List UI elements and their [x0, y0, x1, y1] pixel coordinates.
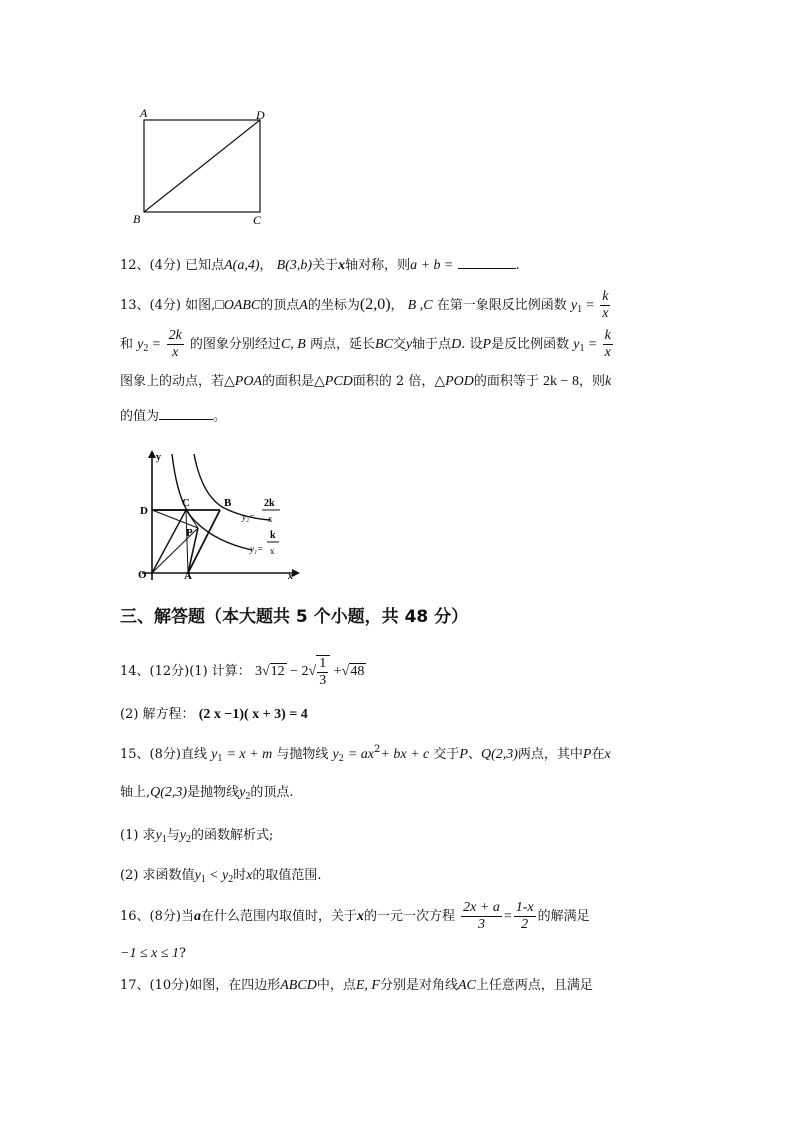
q13-text: 面积的 2 倍， [352, 374, 435, 389]
q13-text: 的图象分别经过 [189, 337, 281, 352]
q13-y1: y [573, 337, 580, 352]
q13-text: . 设 [461, 337, 483, 352]
q13-bc-seg: BC [374, 337, 393, 352]
label-y1-den: x [270, 546, 275, 556]
question-17-line-1 [120, 976, 593, 996]
q15-text: 与 [166, 828, 180, 843]
q12-x: x [338, 258, 346, 273]
y-axis-arrow [148, 450, 156, 458]
label-y2: y₂= [242, 512, 256, 522]
q13-parallelogram: □OABC [215, 298, 261, 313]
q15-text: 的取值范围. [252, 868, 322, 883]
q15-text: 是抛物线 [187, 785, 240, 800]
q15-p: P [459, 747, 468, 762]
q12-text: 轴对称，则 [345, 258, 411, 273]
q12-number: 12、(4分) [120, 258, 181, 273]
q16-range: −1 ≤ x ≤ 1 [120, 946, 180, 961]
q13-bc: B ,C [407, 298, 433, 313]
q15-q: Q(2,3) [150, 785, 188, 800]
label-o: O [138, 569, 147, 581]
question-15-line-2: 轴上,Q(2,3)是抛物线$y_2$的顶点. [120, 785, 294, 802]
q16-fraction-left: $\frac{2x + a}{3}$ [463, 900, 500, 932]
q12-point-b: B(3,b) [276, 258, 313, 273]
q14-part-1-label: (1) 计算： [189, 664, 251, 679]
q14-expression: 3√12 − 2√ $\frac{1}{3}$ +√48 [254, 655, 365, 688]
label-b: B [224, 497, 232, 509]
segment-dp [152, 510, 198, 528]
label-y1: y₁= [250, 544, 264, 554]
q13-k: k [604, 374, 612, 389]
q15-text: 的顶点. [250, 785, 294, 800]
q14-number: 14、(12分) [120, 664, 190, 679]
q13-d: D [451, 337, 462, 352]
q16-question-mark: ? [179, 946, 187, 961]
question-14-part-2 [120, 705, 308, 725]
q13-y-axis: y [405, 337, 413, 352]
q15-number: 15、(8分) [120, 747, 181, 762]
q16-text: 在什么范围内取值时，关于 [200, 909, 357, 924]
q13-a: A [299, 298, 308, 313]
q15-q: Q(2,3) [480, 747, 518, 762]
label-p: P [186, 527, 193, 539]
q16-text: 的解满足 [537, 909, 590, 924]
q13-fraction-2k-x: $\frac{2k}{x}$ [168, 328, 182, 360]
segment-oc [152, 510, 186, 573]
q17-abcd: ABCD [280, 978, 317, 993]
label-y2-den: x [268, 514, 273, 524]
q15-line-eq: = x + m [226, 747, 273, 762]
label-a: A [140, 106, 148, 120]
q15-less-than: < [209, 868, 218, 883]
q13-text: ， [390, 298, 404, 313]
q17-ac: AC [457, 978, 476, 993]
question-13-line-4 [120, 405, 226, 427]
q12-comma: ， [259, 258, 273, 273]
q17-text: 如图，在四边形 [189, 978, 281, 993]
label-d: D [256, 108, 265, 122]
q13-text: 的值为 [120, 409, 160, 424]
q13-text: 的坐标为 [307, 298, 360, 313]
q13-text: 的顶点 [260, 298, 300, 313]
label-a: A [184, 570, 192, 582]
q17-number: 17、(10分) [120, 978, 190, 993]
q13-text: 的面积是 [262, 374, 315, 389]
q17-text: 分别是对角线 [379, 978, 458, 993]
q13-number: 13、(4分) [120, 298, 181, 313]
question-13-line-3 [120, 372, 611, 392]
q16-x: x [357, 909, 364, 924]
q16-number: 16、(8分) [120, 909, 181, 924]
q15-text: 两点，其中 [517, 747, 583, 762]
q13-eq: = [586, 298, 595, 313]
q13-area: 2k − 8 [543, 374, 579, 389]
q12-point-a: A(a,4) [224, 258, 260, 273]
q15-parabola-eq-rest: + bx + c [380, 747, 430, 762]
q12-text: 关于 [312, 258, 339, 273]
q13-y1: y [570, 298, 578, 313]
q15-x: x [604, 747, 611, 762]
label-y2-num: 2k [264, 498, 275, 509]
question-16-line-1 [120, 896, 590, 938]
figure-hyperbola-graph [132, 448, 307, 583]
question-13-line-2: 和 $y_2$ = $\frac{2k}{x}$ 的图象分别经过C, B 两点，延长BC交y轴于点D. 设P是反比例函数 $y_1$ = $\frac{k}{x}$ [120, 328, 611, 360]
label-y1-num: k [270, 530, 276, 541]
q13-triangle-poa: △POA [224, 374, 262, 389]
q13-eq: = [588, 337, 597, 352]
q13-text: 轴于点 [412, 337, 452, 352]
q16-a: a [193, 909, 201, 924]
q14-part-2-label: (2) 解方程： [120, 707, 195, 722]
q13-p: P [482, 337, 492, 352]
figure-rectangle-abcd [130, 105, 280, 230]
q12-text: 已知点 [185, 258, 225, 273]
diagonal-bd [144, 120, 260, 212]
q15-text: 的函数解析式; [191, 828, 274, 843]
q13-text: 两点，延长 [309, 337, 375, 352]
q13-fraction-k-x: $\frac{k}{x}$ [602, 289, 609, 321]
q13-text: 图象上的动点，若 [120, 374, 225, 389]
q17-text: 中，点 [316, 978, 356, 993]
q13-text: 在第一象限反比例函数 [436, 298, 567, 313]
q13-end: 。 [213, 409, 227, 424]
q13-text: ，则 [578, 374, 605, 389]
q15-text: 在 [591, 747, 605, 762]
q13-cb: C, B [280, 337, 306, 352]
label-b: B [133, 212, 141, 226]
q15-text: 与抛物线 [276, 747, 329, 762]
question-13-line-1: 13、(4分) 如图,□OABC的顶点A的坐标为(2,0)， B ,C 在第一象限反比例函数 $y_1$ = $\frac{k}{x}$ [120, 289, 609, 321]
question-15-part-2: (2) 求函数值$y_1 < y_2$时x的取值范围. [120, 868, 322, 885]
label-c: C [182, 497, 190, 509]
q13-text: 交 [392, 337, 406, 352]
q13-fraction-k-x-2: $\frac{k}{x}$ [604, 328, 611, 360]
question-14-part-1 [120, 652, 366, 692]
q15-parabola-eq: = ax [347, 747, 375, 762]
question-15-part-1: (1) 求$y_1$与$y_2$的函数解析式; [120, 828, 274, 845]
q16-eq: = [503, 909, 512, 924]
q15-x: x [246, 868, 253, 883]
q13-triangle-pod: △POD [434, 374, 474, 389]
label-x: x [288, 571, 293, 582]
q16-text: 的一元一次方程 [364, 909, 456, 924]
segment-ac [186, 510, 188, 573]
q15-text: (1) 求 [120, 828, 156, 843]
q15-text: 、 [467, 747, 481, 762]
q15-text: 直线 [180, 747, 207, 762]
q13-coord: (2,0) [359, 296, 391, 313]
question-15-line-1: 15、(8分)直线 $y_1 = x + m$ 与抛物线 $y_2 = ax^2+$ bx + c 交于P、Q(2,3)两点，其中P在x [120, 744, 611, 764]
q13-eq: = [152, 337, 161, 352]
q13-triangle-pcd: △PCD [314, 374, 353, 389]
q15-text: 轴上, [120, 785, 151, 800]
q17-ef: E, F [355, 978, 380, 993]
q13-y2: y [137, 337, 144, 352]
q13-text: 和 [120, 337, 134, 352]
q15-text: 时 [233, 868, 247, 883]
q17-text: 上任意两点，且满足 [475, 978, 593, 993]
section-3-title: 三、解答题（本大题共 5 个小题，共 48 分） [120, 607, 469, 627]
q15-text: 交于 [433, 747, 460, 762]
x-axis-arrow [292, 569, 300, 577]
q15-p: P [582, 747, 592, 762]
label-y: y [156, 452, 161, 463]
label-c: C [253, 213, 262, 227]
q12-end: . [515, 258, 520, 273]
q15-text: (2) 求函数值 [120, 868, 195, 883]
question-16-line-2 [120, 944, 186, 964]
q12-answer-blank[interactable] [458, 254, 516, 269]
q13-text: 是反比例函数 [491, 337, 570, 352]
q16-text: 当 [180, 909, 194, 924]
q16-fraction-right: $\frac{1-x}{2}$ [515, 900, 534, 932]
q13-answer-blank[interactable] [159, 405, 213, 420]
q13-text: 的面积等于 [473, 374, 539, 389]
q12-expr: a + b = [410, 258, 454, 273]
q14-equation: (2 x −1)( x + 3) = 4 [198, 707, 308, 722]
q13-text: 如图, [185, 298, 216, 313]
label-d: D [140, 505, 148, 517]
question-12 [120, 254, 520, 276]
